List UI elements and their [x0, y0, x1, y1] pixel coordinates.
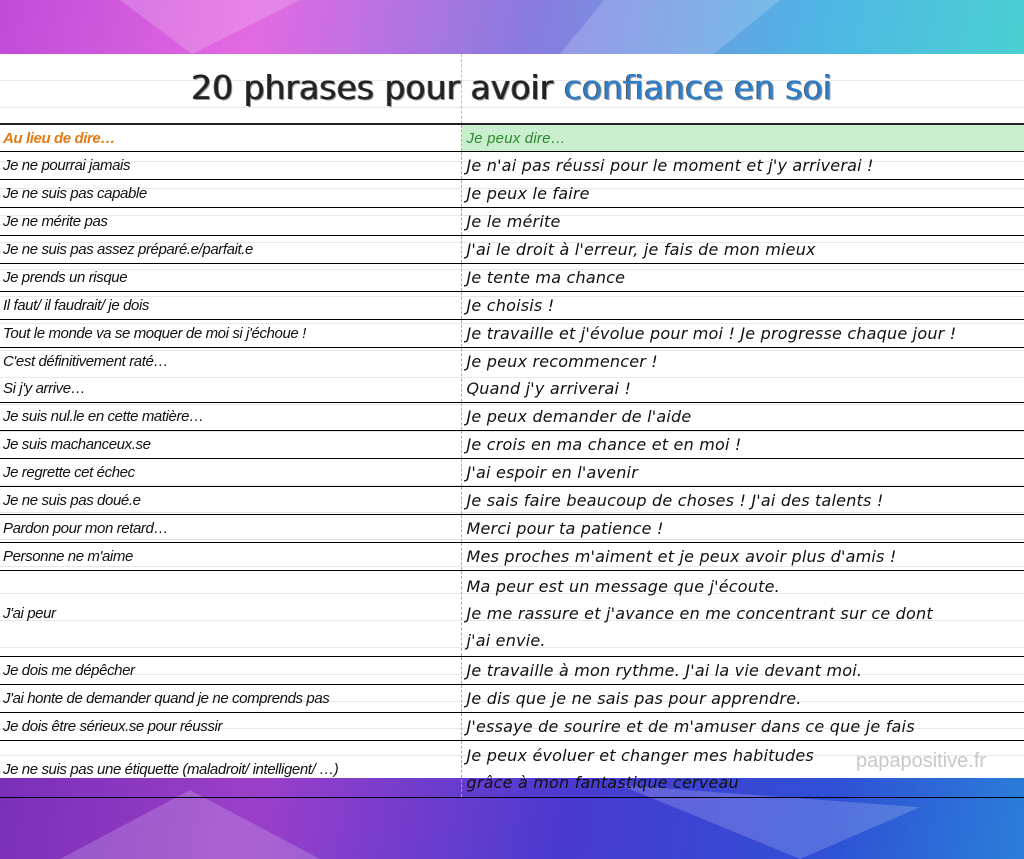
phrase-instead: [0, 236, 461, 264]
phrase-line: Je peux demander de l'aide: [466, 407, 692, 426]
phrase-line: Je choisis !: [466, 296, 555, 315]
phrase-line: Je regrette cet échec: [3, 464, 135, 481]
header-je-peux-dire: Je peux dire…: [461, 124, 1024, 152]
phrase-instead: [0, 208, 461, 236]
phrase-line: Personne ne m'aime: [3, 548, 133, 565]
phrase-say: [461, 543, 1024, 571]
phrase-instead: [0, 403, 461, 431]
phrase-line: Je prends un risque: [3, 269, 128, 286]
phrase-line: J'ai le droit à l'erreur, je fais de mon mieux: [466, 240, 816, 259]
phrases-table: [0, 123, 1024, 798]
table-row: [0, 685, 1024, 713]
phrase-line: grâce à mon fantastique cerveau: [466, 773, 739, 792]
table-header-row: [0, 124, 1024, 152]
phrase-line: Pardon pour mon retard…: [3, 520, 169, 537]
table-row: [0, 487, 1024, 515]
phrase-line: Je ne suis pas doué.e: [3, 492, 141, 509]
table-row: [0, 571, 1024, 657]
phrase-line: J'essaye de sourire et de m'amuser dans ce que je fais: [466, 717, 915, 736]
phrase-instead: [0, 741, 461, 798]
table-row: [0, 403, 1024, 431]
table-row: [0, 459, 1024, 487]
table-row: [0, 208, 1024, 236]
table-row: [0, 320, 1024, 348]
phrase-line: Je ne suis pas capable: [3, 185, 147, 202]
phrase-line: J'ai espoir en l'avenir: [466, 463, 638, 482]
phrase-line: Je ne pourrai jamais: [3, 157, 131, 174]
phrase-instead: [0, 657, 461, 685]
phrase-line: Je tente ma chance: [466, 268, 626, 287]
phrase-say: [461, 180, 1024, 208]
table-row: [0, 515, 1024, 543]
phrase-line: Je n'ai pas réussi pour le moment et j'y arriverai !: [466, 156, 874, 175]
phrase-line: Je sais faire beaucoup de choses ! J'ai des talents !: [466, 491, 884, 510]
phrase-line: Je peux recommencer !: [466, 352, 658, 371]
phrase-line: Je peux le faire: [466, 184, 590, 203]
phrase-line: Je ne suis pas une étiquette (maladroit/ intelligent/ …): [3, 760, 339, 778]
phrase-say: [461, 236, 1024, 264]
phrase-say: [461, 208, 1024, 236]
phrase-line: Je dois être sérieux.se pour réussir: [3, 718, 223, 735]
phrase-line: Ma peur est un message que j'écoute.: [466, 577, 780, 596]
table-row: [0, 657, 1024, 685]
phrase-say: [461, 515, 1024, 543]
phrase-line: J'ai honte de demander quand je ne comprends pas: [3, 690, 330, 707]
phrase-line: Je peux évoluer et changer mes habitudes: [466, 746, 814, 765]
phrase-line: Mes proches m'aiment et je peux avoir plus d'amis !: [466, 547, 897, 566]
phrase-line: C'est définitivement raté…: [3, 353, 169, 370]
table-row: [0, 152, 1024, 180]
phrase-instead: [0, 515, 461, 543]
header-au-lieu-de-dire: Au lieu de dire…: [0, 124, 461, 152]
phrase-line: Je suis machanceux.se: [3, 436, 151, 453]
phrase-line: Je crois en ma chance et en moi !: [466, 435, 742, 454]
table-row: [0, 713, 1024, 741]
phrase-say: [461, 487, 1024, 515]
table-row: [0, 348, 1024, 403]
phrase-say: [461, 685, 1024, 713]
phrase-instead: [0, 571, 461, 657]
phrase-say: [461, 431, 1024, 459]
phrase-say: [461, 348, 1024, 403]
phrase-instead: [0, 431, 461, 459]
phrase-line: Je me rassure et j'avance en me concentrant sur ce dont: [466, 604, 933, 623]
phrase-line: J'ai peur: [3, 605, 56, 622]
phrase-line: j'ai envie.: [466, 631, 546, 650]
phrase-instead: [0, 152, 461, 180]
phrase-instead: [0, 292, 461, 320]
phrase-say: [461, 264, 1024, 292]
table-row: [0, 292, 1024, 320]
phrase-say: [461, 713, 1024, 741]
phrase-line: Je dis que je ne sais pas pour apprendre.: [466, 689, 802, 708]
phrase-instead: [0, 685, 461, 713]
phrase-line: Merci pour ta patience !: [466, 519, 664, 538]
phrase-instead: [0, 180, 461, 208]
table-row: [0, 180, 1024, 208]
phrase-line: Je dois me dépêcher: [3, 662, 135, 679]
phrase-line: Quand j'y arriverai !: [466, 379, 632, 398]
table-row: [0, 431, 1024, 459]
phrase-say: [461, 459, 1024, 487]
phrase-line: Je le mérite: [466, 212, 561, 231]
phrase-instead: [0, 264, 461, 292]
background-facet: [120, 0, 300, 54]
phrase-say: [461, 320, 1024, 348]
page-title: [0, 68, 1024, 108]
table-row: [0, 543, 1024, 571]
phrase-instead: [0, 487, 461, 515]
phrase-say: [461, 657, 1024, 685]
phrase-say: [461, 571, 1024, 657]
phrase-say: [461, 152, 1024, 180]
phrase-say: [461, 292, 1024, 320]
table-row: [0, 264, 1024, 292]
phrase-line: Si j'y arrive…: [3, 380, 86, 397]
phrase-line: Je suis nul.le en cette matière…: [3, 408, 204, 425]
phrase-line: Tout le monde va se moquer de moi si j'échoue !: [3, 325, 306, 342]
phrase-line: Je travaille et j'évolue pour moi ! Je progresse chaque jour !: [466, 324, 957, 343]
phrase-instead: [0, 348, 461, 403]
background-facet: [560, 0, 780, 54]
phrase-line: Je ne mérite pas: [3, 213, 108, 230]
table-row: [0, 236, 1024, 264]
phrase-instead: [0, 543, 461, 571]
title-highlight: confiance en soi: [564, 68, 833, 107]
phrase-line: Il faut/ il faudrait/ je dois: [3, 297, 149, 314]
phrase-line: Je ne suis pas assez préparé.e/parfait.e: [3, 241, 253, 258]
phrase-say: [461, 403, 1024, 431]
title-prefix: 20 phrases pour avoir: [191, 68, 565, 107]
phrase-instead: [0, 320, 461, 348]
phrase-line: Je travaille à mon rythme. J'ai la vie devant moi.: [466, 661, 863, 680]
watermark: papapositive.fr: [856, 750, 987, 772]
phrase-instead: [0, 713, 461, 741]
phrase-instead: [0, 459, 461, 487]
